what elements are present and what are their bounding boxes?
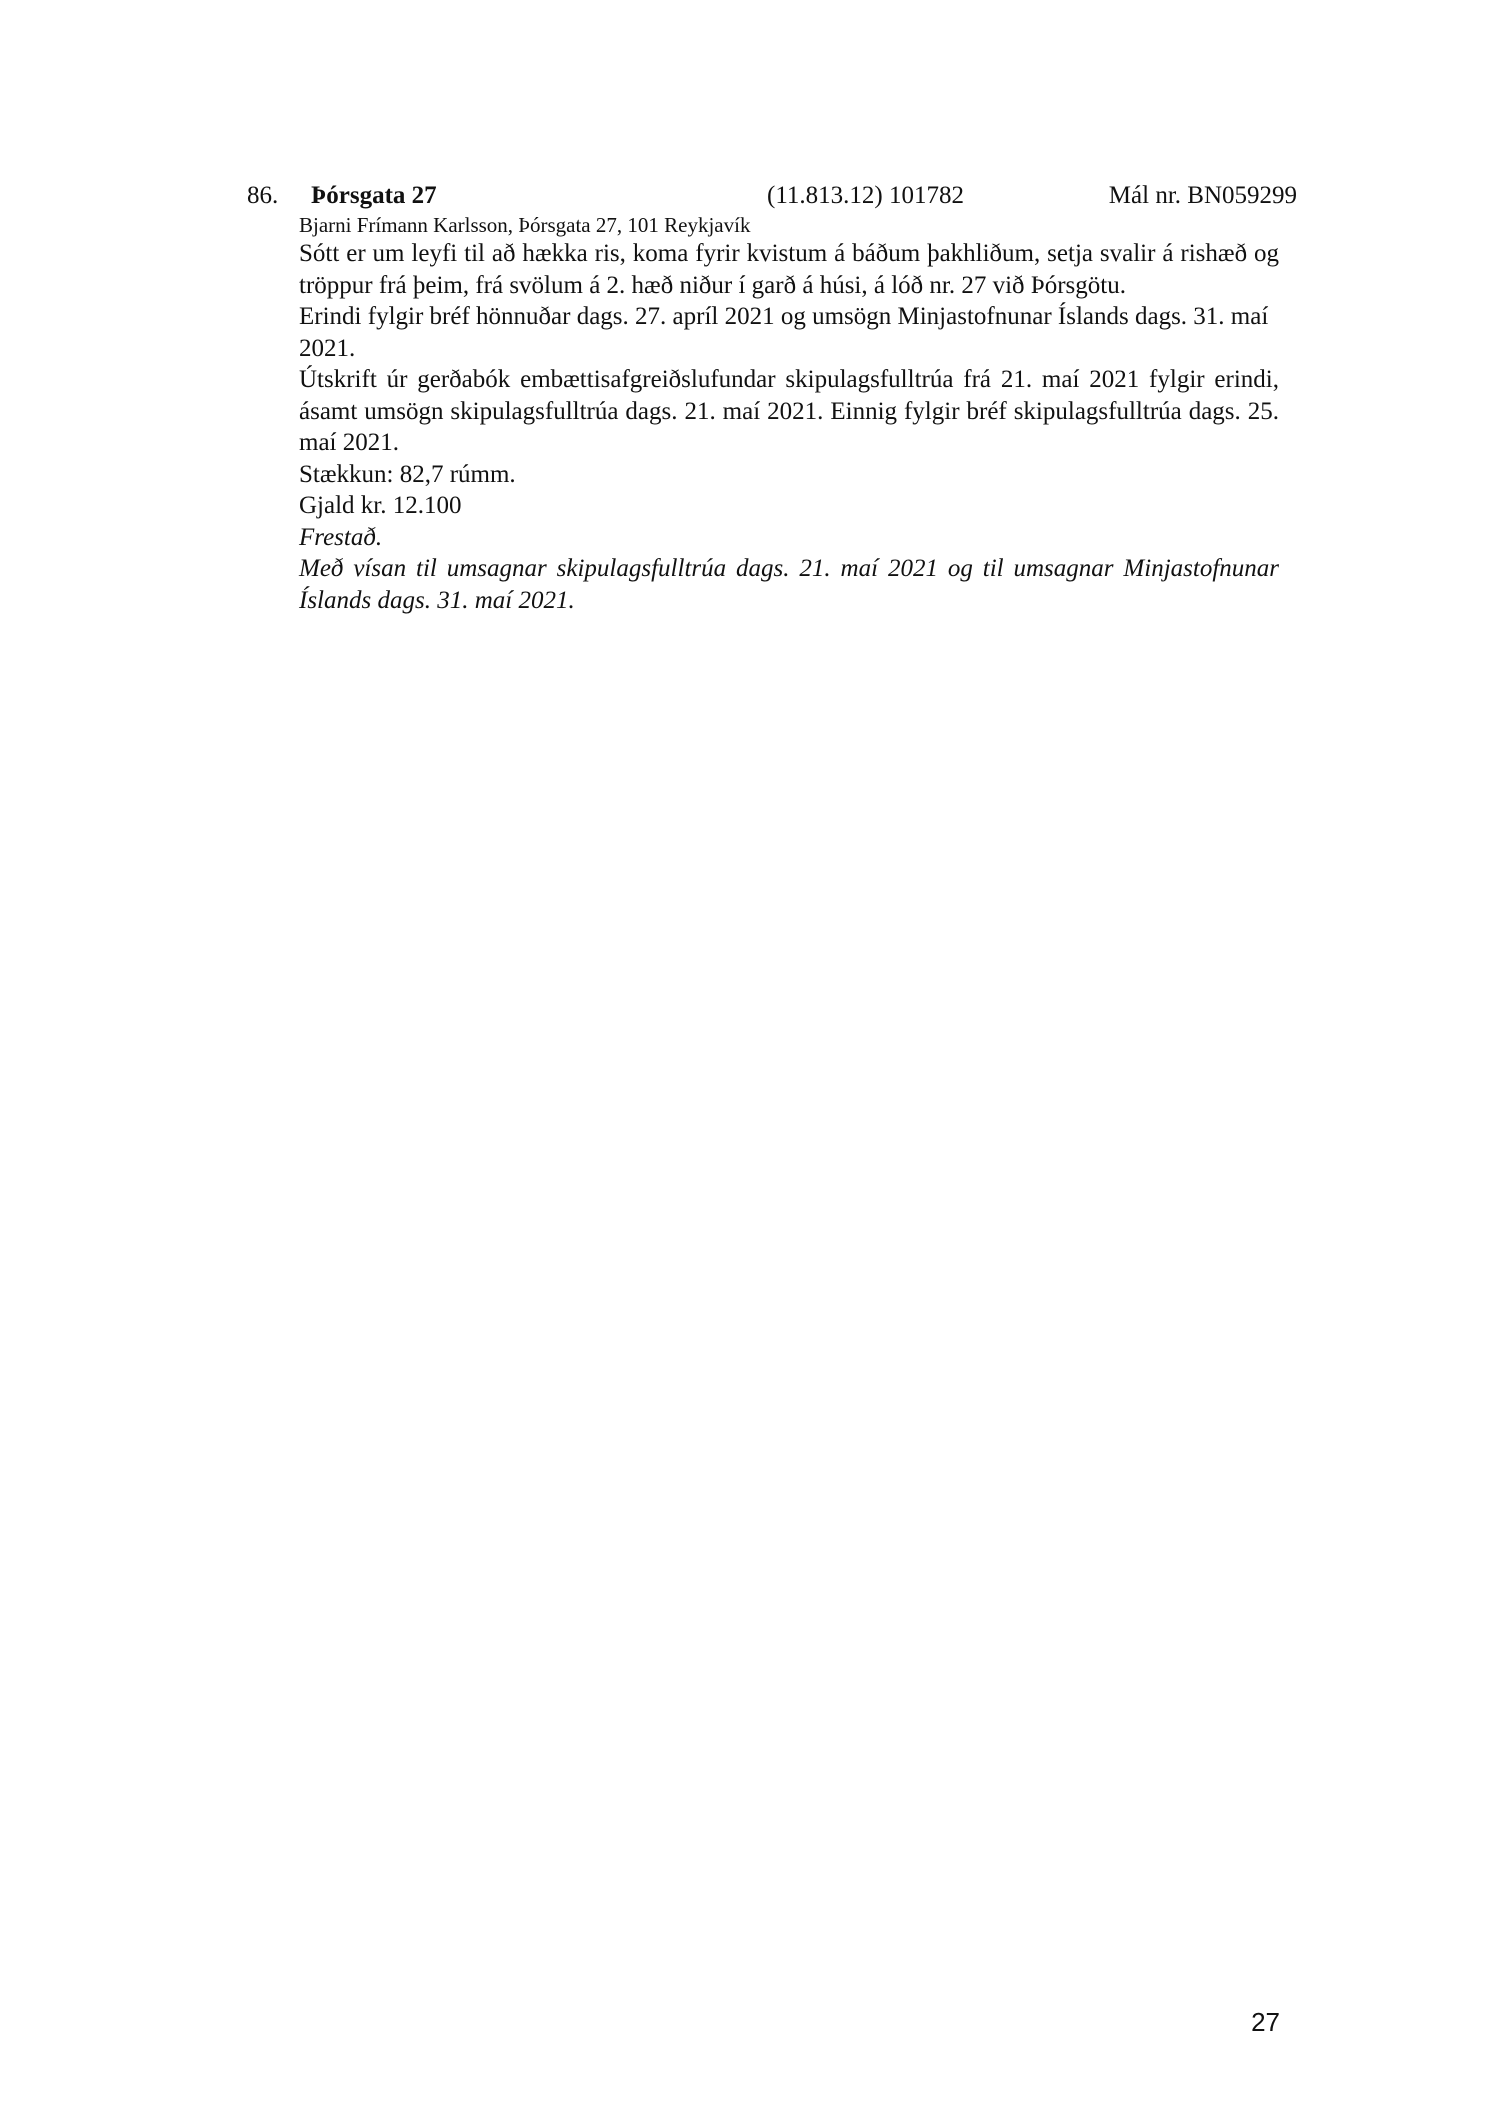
- applicant-line: Bjarni Frímann Karlsson, Þórsgata 27, 101 Reykjavík: [299, 213, 751, 237]
- property-address: Þórsgata 27: [311, 182, 437, 209]
- page-number: 27: [1251, 2007, 1280, 2037]
- attachments-text: Erindi fylgir bréf hönnuðar dags. 27. apríl 2021 og umsögn Minjastofnunar Íslands dags. 31. maí 2021.: [299, 303, 1269, 362]
- item-number: 86.: [247, 182, 279, 209]
- case-entry: [247, 180, 1297, 616]
- enlargement-text: Stækkun: 82,7 rúmm.: [299, 460, 516, 488]
- decision-text: Frestað.: [299, 523, 383, 551]
- decision-reason: Með vísan til umsagnar skipulagsfulltrúa dags. 21. maí 2021 og til umsagnar Minjastofnunar Íslands dags. 31. maí 2021.: [299, 555, 1279, 614]
- fee-text: Gjald kr. 12.100: [299, 492, 462, 519]
- entry-body: [299, 238, 1279, 616]
- parcel-id: (11.813.12) 101782: [767, 182, 964, 209]
- application-text: Sótt er um leyfi til að hækka ris, koma fyrir kvistum á báðum þakhliðum, setja svalir á rishæð og tröppur frá þeim, frá svölum á 2. hæð niður í garð á húsi, á lóð nr. 27 við Þórsgötu.: [299, 240, 1279, 299]
- extract-text: Útskrift úr gerðabók embættisafgreiðslufundar skipulagsfulltrúa frá 21. maí 2021 fylgir erindi, ásamt umsögn skipulagsfulltrúa dags. 21. maí 2021. Einnig fylgir bréf skipulagsfulltrúa dags. 25. maí 2021.: [299, 366, 1279, 456]
- case-number: Mál nr. BN059299: [1108, 182, 1297, 209]
- entry-header: [247, 180, 1297, 212]
